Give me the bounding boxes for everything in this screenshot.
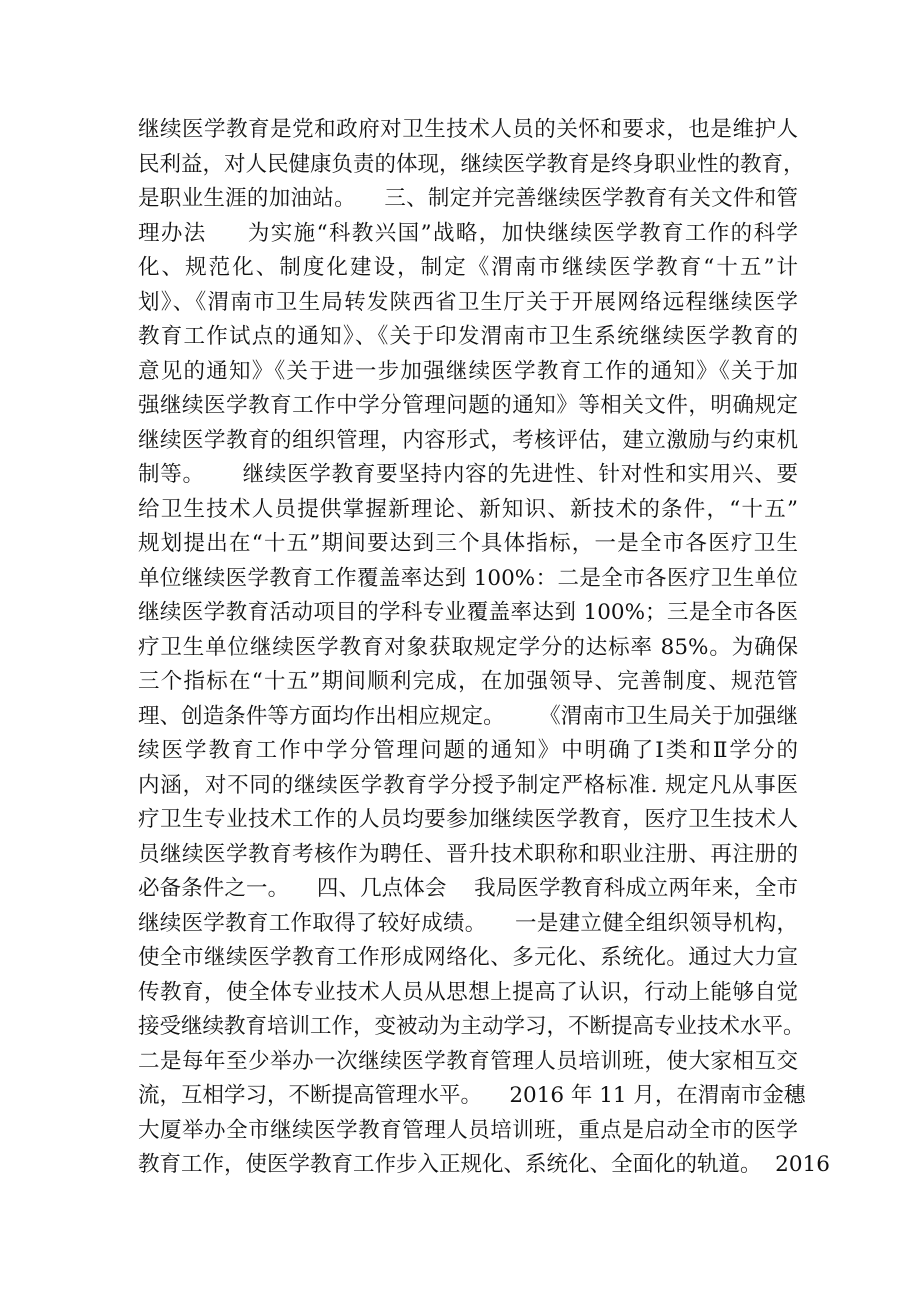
text-line: 教育工作试点的通知》、《关于印发渭南市卫生系统继续医学教育的 — [138, 324, 798, 349]
text-line: 疗卫生单位继续医学教育对象获取规定学分的达标率 85%。为确保 — [138, 634, 798, 660]
text-line: 大厦举办全市继续医学教育管理人员培训班，重点是启动全市的医学 — [138, 1117, 798, 1143]
text-line: 三个指标在“十五”期间顺利完成，在加强领导、完善制度、规范管 — [138, 669, 798, 694]
text-line: 制等。 继续医学教育要坚持内容的先进性、针对性和实用兴、要 — [138, 462, 798, 487]
text-line: 理、创造条件等方面均作出相应规定。 《渭南市卫生局关于加强继 — [138, 703, 798, 729]
text-line: 给卫生技术人员提供掌握新理论、新知识、新技术的条件，“十五” — [138, 496, 798, 522]
text-line: 继续医学教育活动项目的学科专业覆盖率达到 100%；三是全市各医 — [138, 600, 798, 625]
text-line: 接受继续教育培训工作，变被动为主动学习，不断提高专业技术水平。 — [138, 1014, 805, 1039]
text-line: 强继续医学教育工作中学分管理问题的通知》等相关文件，明确规定 — [138, 393, 798, 418]
text-line: 使全市继续医学教育工作形成网络化、多元化、系统化。通过大力宣 — [138, 945, 798, 970]
text-line: 划》、《渭南市卫生局转发陕西省卫生厅关于开展网络远程继续医学 — [138, 289, 798, 315]
text-line: 继续医学教育工作取得了较好成绩。 一是建立健全组织领导机构， — [138, 910, 798, 936]
text-line: 员继续医学教育考核作为聘任、晋升技术职称和职业注册、再注册的 — [138, 841, 798, 867]
text-line: 二是每年至少举办一次继续医学教育管理人员培训班，使大家相互交 — [138, 1048, 798, 1074]
text-line: 续医学教育工作中学分管理问题的通知》中明确了Ⅰ类和Ⅱ学分的 — [138, 738, 798, 763]
text-line: 继续医学教育的组织管理，内容形式，考核评估，建立激励与约束机 — [138, 427, 798, 453]
text-line: 规划提出在“十五”期间要达到三个具体指标，一是全市各医疗卫生 — [138, 531, 798, 556]
text-line: 民利益，对人民健康负责的体现，继续医学教育是终身职业性的教育， — [138, 151, 805, 177]
text-line: 内涵，对不同的继续医学教育学分授予制定严格标准. 规定凡从事医 — [138, 772, 798, 798]
text-line: 传教育，使全体专业技术人员从思想上提高了认识，行动上能够自觉 — [138, 979, 798, 1005]
text-line: 流，互相学习，不断提高管理水平。 2016 年 11 月，在渭南市金穗 — [138, 1083, 806, 1108]
text-line: 是职业生涯的加油站。 三、制定并完善继续医学教育有关文件和管 — [138, 186, 798, 211]
text-line: 继续医学教育是党和政府对卫生技术人员的关怀和要求，也是维护人 — [138, 117, 798, 142]
text-line: 化、规范化、制度化建设，制定《渭南市继续医学教育“十五”计 — [138, 255, 798, 280]
text-line: 意见的通知》《关于进一步加强继续医学教育工作的通知》《关于加 — [138, 358, 798, 384]
text-line: 疗卫生专业技术工作的人员均要参加继续医学教育，医疗卫生技术人 — [138, 807, 798, 832]
text-line: 必备条件之一。 四、几点体会 我局医学教育科成立两年来，全市 — [138, 876, 798, 901]
body-text — [138, 113, 830, 1183]
text-line: 理办法 为实施“科教兴国”战略，加快继续医学教育工作的科学 — [138, 220, 798, 246]
text-line: 单位继续医学教育工作覆盖率达到 100%：二是全市各医疗卫生单位 — [138, 565, 798, 591]
text-line: 教育工作，使医学教育工作步入正规化、系统化、全面化的轨道。 2016 — [138, 1152, 830, 1177]
